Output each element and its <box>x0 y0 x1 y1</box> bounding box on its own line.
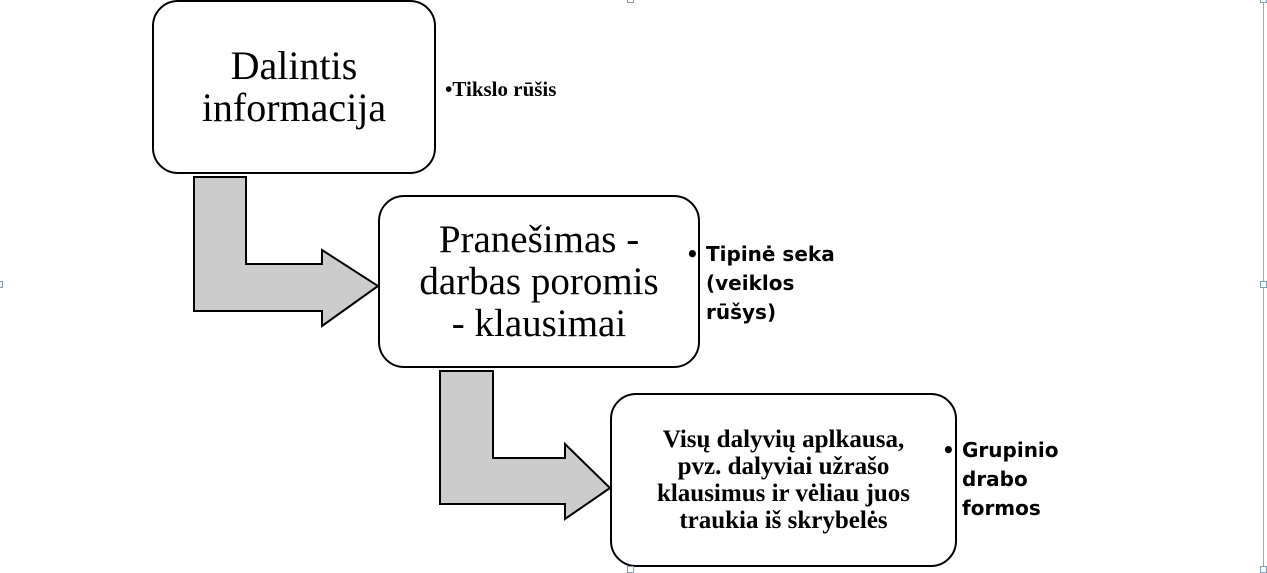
step3-box <box>610 393 957 567</box>
step2-label: Pranešimas - darbas poromis - klausimai <box>419 217 659 345</box>
step2-note <box>686 240 835 327</box>
bullet-icon: • <box>686 242 699 266</box>
step2-note-text: Tipinė seka (veiklos rūšys) <box>706 242 835 324</box>
resize-handle-right[interactable] <box>1260 281 1267 288</box>
step3-note <box>942 436 1059 523</box>
step1-note-text: Tikslo rūšis <box>452 77 557 101</box>
step1-label: Dalintis informacija <box>201 43 387 130</box>
step3-note-text: Grupinio drabo formos <box>962 438 1059 520</box>
step1-note <box>445 77 556 102</box>
resize-handle-top[interactable] <box>627 0 634 3</box>
step2-box <box>378 195 700 368</box>
arrow-step1-to-step2 <box>194 177 378 326</box>
arrow-step2-to-step3 <box>440 371 610 519</box>
step1-box <box>152 0 436 174</box>
resize-handle-top-right[interactable] <box>1260 0 1267 3</box>
resize-handle-bottom-right[interactable] <box>1260 566 1267 573</box>
bullet-icon: • <box>445 77 453 101</box>
step3-label: Visų dalyvių aplkausa, pvz. dalyviai užrašo klausimus ir vėliau juos traukia iš skrybelės <box>656 426 911 534</box>
resize-handle-left[interactable] <box>0 281 3 288</box>
bullet-icon: • <box>942 438 955 462</box>
resize-handle-bottom[interactable] <box>627 566 634 573</box>
